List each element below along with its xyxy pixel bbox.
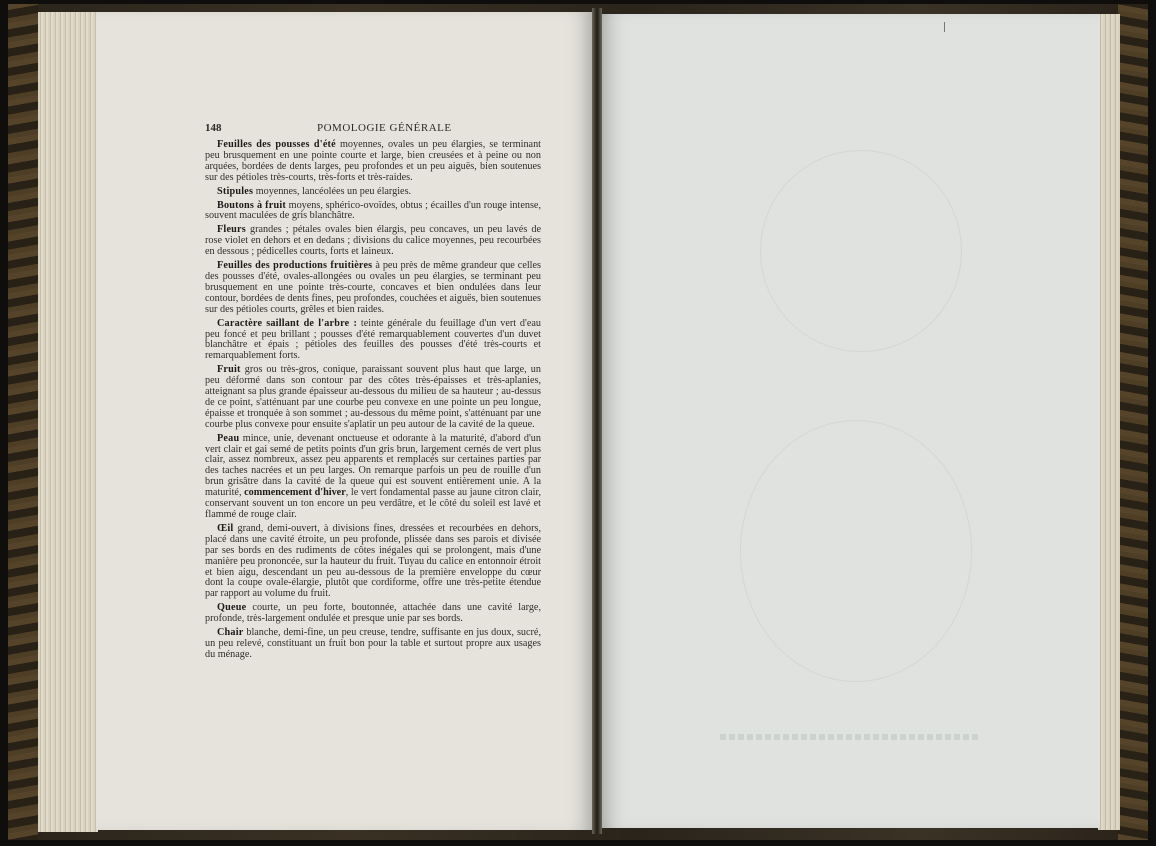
paragraph-term: Queue <box>217 602 247 614</box>
paragraph-text: teinte générale du feuillage d'un vert d'eau peu foncé et peu brillant ; pousses d'été remarquablement couvertes d'un duvet blanchâtre et épais ; pétioles des feuilles des pousses d'été très-courts et remarquablement forts. <box>205 317 541 362</box>
paragraph-term: Fleurs <box>217 224 246 236</box>
paragraph-text: blanche, demi-fine, un peu creuse, tendre, suffisante en jus doux, sucré, un peu relevé, constituant un fruit bon pour la table et surtout propre aux usages du ménage. <box>205 627 541 660</box>
show-through-caption <box>720 734 980 740</box>
paragraph-queue <box>205 603 541 625</box>
paragraph-term: Feuilles des pousses d'été <box>217 139 336 150</box>
book-gutter <box>592 8 602 834</box>
page-edges-left <box>38 12 98 832</box>
paragraph-term: Fruit <box>217 364 241 376</box>
marbled-cover-right <box>1118 4 1148 840</box>
show-through-outline <box>740 420 972 682</box>
pencil-mark <box>944 22 945 32</box>
paragraph-fruit <box>205 365 541 430</box>
marbled-cover-left <box>8 4 38 840</box>
paragraph-term: Boutons à fruit <box>217 199 286 211</box>
paragraph-oeil <box>205 524 541 600</box>
paragraph-text: gros ou très-gros, conique, paraissant souvent plus haut que large, un peu déformé dans son contour par des côtes très-épaisses et très-aplanies, atteignant sa plus grande épaisseur au-dessous du milieu de sa hauteur ; au-dessus de ce point, s'atténuant par une courbe peu convexe en une pointe un peu longue, épaisse et tronquée à son sommet ; au-dessous du même point, s'atténuant par une courbe plus convexe pour ensuite s'aplatir un peu autour de la cavité de la queue. <box>205 364 541 430</box>
paragraph-feuilles-pousses <box>205 140 541 184</box>
paragraph-text: moyens, sphérico-ovoïdes, obtus ; écailles d'un rouge intense, souvent maculées de gris blanchâtre. <box>205 199 541 222</box>
paragraph-text: à peu près de même grandeur que celles des pousses d'été, ovales-allongées ou ovales un peu élargies, se terminant peu brusquement en une pointe très-courte, concaves et bien ondulées dans leur contour, bordées de dents fines, peu profondes, couchées et aiguës, bien soutenues sur des pétioles courts, grêles et bien raides. <box>205 260 541 315</box>
paragraph-text: moyennes, lancéolées un peu élargies. <box>253 185 412 197</box>
paragraph-boutons <box>205 201 541 223</box>
paragraph-text: grandes ; pétales ovales bien élargis, peu concaves, un peu lavés de rose violet en dehors et en dedans ; divisions du calice moyennes, peu recourbées en dessous ; pédicelles courts, forts et laineux. <box>205 224 541 258</box>
paragraph-text: moyennes, ovales un peu élargies, se terminant peu brusquement en une pointe courte et large, bien creusées et à peine ou non arquées, bordées de dents larges, peu profondes et un peu aiguës, bien soutenues sur des pétioles très-courts, très-forts et très-raides. <box>205 139 541 183</box>
paragraph-emphasis: commencement d'hiver <box>241 487 346 499</box>
running-title: POMOLOGIE GÉNÉRALE <box>317 122 452 134</box>
paragraph-term: Feuilles des productions fruitières <box>217 260 373 272</box>
body-text <box>205 140 541 664</box>
show-through-outline <box>760 150 962 352</box>
paragraph-text: grand, demi-ouvert, à divisions fines, dressées et recourbées en dehors, placé dans une cavité étroite, un peu profonde, plissée dans ses parois et divisée par ses bords en des rudiments de côtes inégales qui se prolongent, mais d'une manière peu prononcée, sur la hauteur du fruit. Tuyau du calice en entonnoir étroit et bien aigu, descendant un peu au-dessous de la première enveloppe du cœur dont la coupe ovale-élargie, plutôt que cordiforme, offre une très-petite étendue par rapport au volume du fruit. <box>205 522 541 600</box>
paragraph-chair <box>205 628 541 661</box>
page-edges-right <box>1098 14 1120 830</box>
paragraph-term: Stipules <box>217 185 254 197</box>
paragraph-feuilles-productions <box>205 261 541 316</box>
paragraph-text: mince, unie, devenant onctueuse et odorante à la maturité, d'abord d'un vert clair et gai semé de petits points d'un gris brun, largement cernés de vert plus clair, assez nombreux, assez peu apparents et remplacés sur certaines parties par des taches nacrées et un peu larges. On remarque parfois un peu de rouille d'un brun grisâtre dans la cavité de la queue qui est souvent entièrement unie. A la maturité, <box>205 432 541 499</box>
paragraph-fleurs <box>205 225 541 258</box>
page-header <box>205 122 541 136</box>
paragraph-caractere <box>205 319 541 363</box>
paragraph-text-after: , le vert fondamental passe au jaune citron clair, conservant souvent un ton encore un peu verdâtre, et le côté du soleil est lavé et flammé de rouge clair. <box>205 487 541 520</box>
paragraph-term: Œil <box>217 522 234 534</box>
paragraph-peau <box>205 434 541 521</box>
paragraph-text: courte, un peu forte, boutonnée, attachée dans une cavité large, profonde, très-largement ondulée et presque unie par ses bords. <box>205 602 541 625</box>
paragraph-term: Peau <box>217 432 240 444</box>
paragraph-term: Chair <box>217 627 244 639</box>
page-number: 148 <box>205 122 222 134</box>
paragraph-stipules <box>205 187 541 198</box>
paragraph-term: Caractère saillant de l'arbre : <box>217 317 358 329</box>
